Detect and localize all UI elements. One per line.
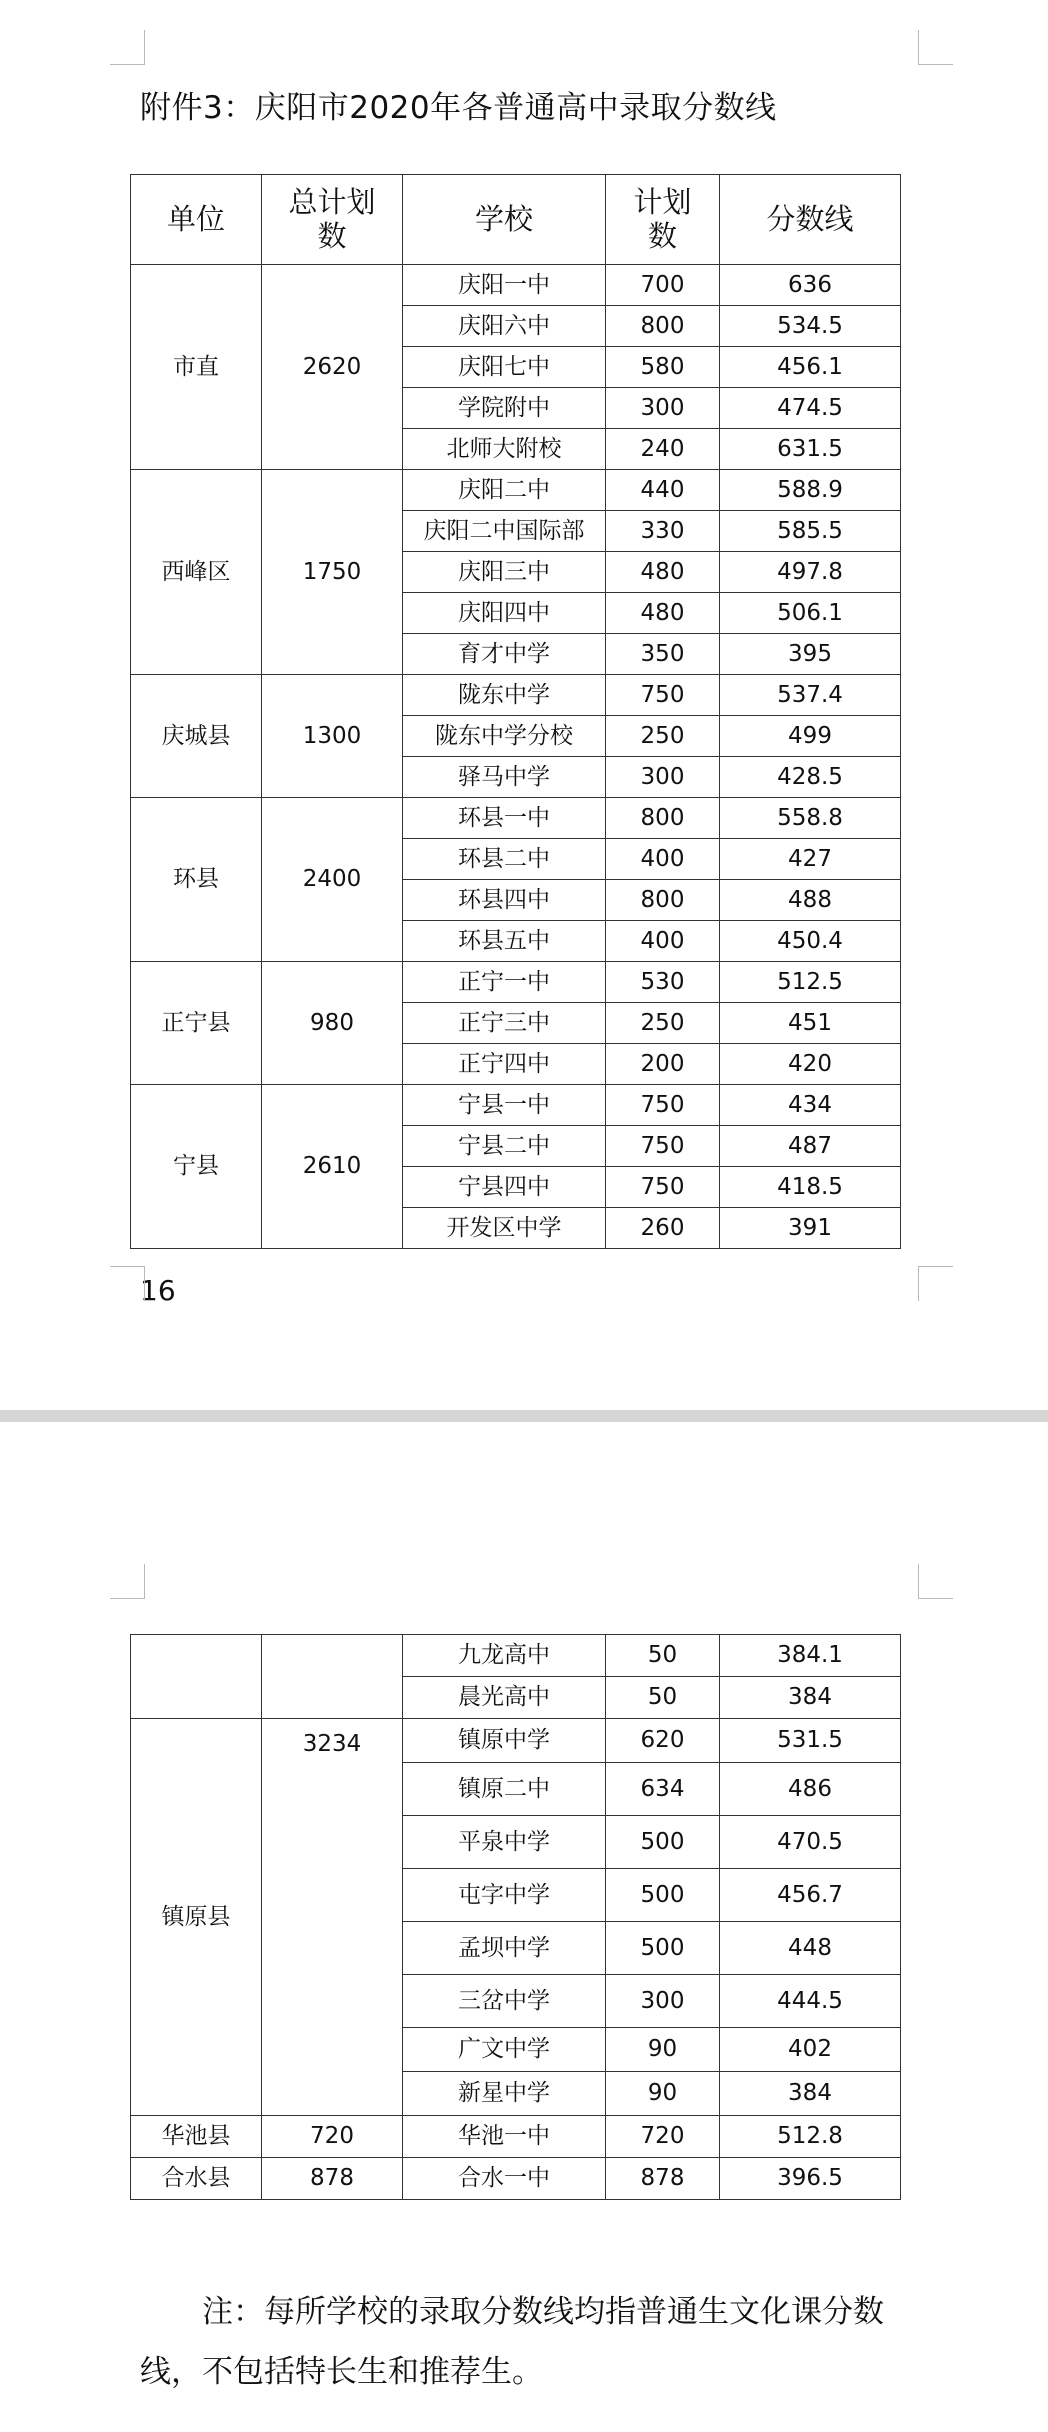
plan-cell: 634 [606, 1763, 720, 1816]
crop-mark-top-left [110, 1564, 145, 1599]
table-row [131, 1085, 901, 1126]
score-cell: 434 [720, 1085, 901, 1126]
plan-cell: 250 [606, 1003, 720, 1044]
plan-cell: 750 [606, 675, 720, 716]
plan-cell: 500 [606, 1869, 720, 1922]
unit-cell: 宁县 [131, 1085, 262, 1249]
unit-cell: 华池县 [131, 2116, 262, 2158]
plan-cell: 530 [606, 962, 720, 1003]
school-cell: 正宁四中 [403, 1044, 606, 1085]
total-plan-cell: 2620 [262, 265, 403, 470]
score-cell: 486 [720, 1763, 901, 1816]
unit-cell: 庆城县 [131, 675, 262, 798]
school-cell: 三岔中学 [403, 1975, 606, 2028]
table-row [131, 265, 901, 306]
score-cell: 428.5 [720, 757, 901, 798]
footnote-line-1: 注：每所学校的录取分数线均指普通生文化课分数 [202, 2294, 884, 2330]
school-cell: 宁县二中 [403, 1126, 606, 1167]
school-cell: 孟坝中学 [403, 1922, 606, 1975]
plan-cell: 90 [606, 2028, 720, 2072]
total-plan-cell: 2610 [262, 1085, 403, 1249]
plan-cell: 700 [606, 265, 720, 306]
school-cell: 驿马中学 [403, 757, 606, 798]
total-plan-cell: 2400 [262, 798, 403, 962]
score-cell: 558.8 [720, 798, 901, 839]
plan-cell: 800 [606, 798, 720, 839]
school-cell: 晨光高中 [403, 1677, 606, 1719]
footnote [140, 2282, 940, 2402]
header-total-plan: 总计划数 [262, 175, 403, 265]
school-cell: 镇原中学 [403, 1719, 606, 1763]
unit-cell: 正宁县 [131, 962, 262, 1085]
school-cell: 庆阳三中 [403, 552, 606, 593]
school-cell: 陇东中学分校 [403, 716, 606, 757]
crop-mark-top-right [918, 1564, 953, 1599]
table-row [131, 470, 901, 511]
document-title: 附件3：庆阳市2020年各普通高中录取分数线 [140, 90, 777, 126]
school-cell: 庆阳一中 [403, 265, 606, 306]
score-cell: 588.9 [720, 470, 901, 511]
table-row [131, 798, 901, 839]
unit-cell: 西峰区 [131, 470, 262, 675]
plan-cell: 500 [606, 1816, 720, 1869]
score-cell: 451 [720, 1003, 901, 1044]
page-separator [0, 1410, 1048, 1422]
school-cell: 庆阳四中 [403, 593, 606, 634]
score-cell: 384.1 [720, 1635, 901, 1677]
plan-cell: 750 [606, 1167, 720, 1208]
crop-mark-top-right [918, 30, 953, 65]
plan-cell: 50 [606, 1635, 720, 1677]
school-cell: 广文中学 [403, 2028, 606, 2072]
score-cell: 506.1 [720, 593, 901, 634]
header-plan: 计划数 [606, 175, 720, 265]
table-row [131, 675, 901, 716]
plan-cell: 720 [606, 2116, 720, 2158]
table-row [131, 1635, 901, 1677]
school-cell: 环县四中 [403, 880, 606, 921]
plan-cell: 500 [606, 1922, 720, 1975]
school-cell: 北师大附校 [403, 429, 606, 470]
plan-cell: 620 [606, 1719, 720, 1763]
unit-cell-empty [131, 1635, 262, 1719]
total-plan-cell: 1300 [262, 675, 403, 798]
score-cell: 384 [720, 2072, 901, 2116]
school-cell: 学院附中 [403, 388, 606, 429]
school-cell: 陇东中学 [403, 675, 606, 716]
score-cell: 487 [720, 1126, 901, 1167]
school-cell: 庆阳二中 [403, 470, 606, 511]
school-cell: 正宁三中 [403, 1003, 606, 1044]
score-cell: 396.5 [720, 2158, 901, 2200]
crop-mark-top-left [110, 30, 145, 65]
plan-cell: 580 [606, 347, 720, 388]
school-cell: 开发区中学 [403, 1208, 606, 1249]
admission-score-table-continued [130, 1634, 901, 2200]
page-number: 16 [140, 1274, 176, 1307]
score-cell: 531.5 [720, 1719, 901, 1763]
score-cell: 488 [720, 880, 901, 921]
plan-cell: 300 [606, 1975, 720, 2028]
score-cell: 585.5 [720, 511, 901, 552]
total-plan-cell: 720 [262, 2116, 403, 2158]
plan-cell: 400 [606, 921, 720, 962]
plan-cell: 200 [606, 1044, 720, 1085]
school-cell: 合水一中 [403, 2158, 606, 2200]
unit-cell: 合水县 [131, 2158, 262, 2200]
score-cell: 395 [720, 634, 901, 675]
total-plan-cell: 3234 [262, 1719, 403, 2116]
score-cell: 456.7 [720, 1869, 901, 1922]
school-cell: 宁县四中 [403, 1167, 606, 1208]
school-cell: 新星中学 [403, 2072, 606, 2116]
plan-cell: 240 [606, 429, 720, 470]
score-cell: 448 [720, 1922, 901, 1975]
score-cell: 444.5 [720, 1975, 901, 2028]
unit-cell: 市直 [131, 265, 262, 470]
plan-cell: 50 [606, 1677, 720, 1719]
school-cell: 庆阳二中国际部 [403, 511, 606, 552]
score-cell: 450.4 [720, 921, 901, 962]
score-cell: 497.8 [720, 552, 901, 593]
score-cell: 636 [720, 265, 901, 306]
header-score: 分数线 [720, 175, 901, 265]
plan-cell: 480 [606, 593, 720, 634]
score-cell: 402 [720, 2028, 901, 2072]
plan-cell: 260 [606, 1208, 720, 1249]
unit-cell: 环县 [131, 798, 262, 962]
score-cell: 512.5 [720, 962, 901, 1003]
school-cell: 九龙高中 [403, 1635, 606, 1677]
total-plan-cell: 980 [262, 962, 403, 1085]
plan-cell: 750 [606, 1085, 720, 1126]
school-cell: 庆阳六中 [403, 306, 606, 347]
school-cell: 环县一中 [403, 798, 606, 839]
score-cell: 631.5 [720, 429, 901, 470]
admission-score-table [130, 174, 901, 1249]
school-cell: 庆阳七中 [403, 347, 606, 388]
school-cell: 育才中学 [403, 634, 606, 675]
total-plan-cell: 878 [262, 2158, 403, 2200]
score-cell: 512.8 [720, 2116, 901, 2158]
table-row [131, 1719, 901, 1763]
score-cell: 427 [720, 839, 901, 880]
school-cell: 环县二中 [403, 839, 606, 880]
school-cell: 华池一中 [403, 2116, 606, 2158]
plan-cell: 750 [606, 1126, 720, 1167]
school-cell: 屯字中学 [403, 1869, 606, 1922]
plan-cell: 300 [606, 757, 720, 798]
header-unit: 单位 [131, 175, 262, 265]
score-cell: 474.5 [720, 388, 901, 429]
crop-mark-bottom-right [918, 1266, 953, 1301]
plan-cell: 878 [606, 2158, 720, 2200]
score-cell: 499 [720, 716, 901, 757]
score-cell: 537.4 [720, 675, 901, 716]
table-header-row [131, 175, 901, 265]
table-row [131, 962, 901, 1003]
school-cell: 环县五中 [403, 921, 606, 962]
plan-cell: 250 [606, 716, 720, 757]
score-cell: 456.1 [720, 347, 901, 388]
plan-cell: 800 [606, 880, 720, 921]
unit-cell: 镇原县 [131, 1719, 262, 2116]
plan-cell: 480 [606, 552, 720, 593]
score-cell: 391 [720, 1208, 901, 1249]
plan-cell: 350 [606, 634, 720, 675]
plan-cell: 440 [606, 470, 720, 511]
score-cell: 534.5 [720, 306, 901, 347]
school-cell: 正宁一中 [403, 962, 606, 1003]
plan-cell: 300 [606, 388, 720, 429]
plan-cell: 400 [606, 839, 720, 880]
footnote-line-2: 线，不包括特长生和推荐生。 [140, 2354, 543, 2390]
plan-cell: 800 [606, 306, 720, 347]
table-row [131, 2158, 901, 2200]
school-cell: 平泉中学 [403, 1816, 606, 1869]
score-cell: 420 [720, 1044, 901, 1085]
score-cell: 470.5 [720, 1816, 901, 1869]
score-cell: 418.5 [720, 1167, 901, 1208]
plan-cell: 90 [606, 2072, 720, 2116]
header-school: 学校 [403, 175, 606, 265]
score-cell: 384 [720, 1677, 901, 1719]
plan-cell: 330 [606, 511, 720, 552]
crop-mark-bottom-left [110, 1266, 145, 1301]
total-plan-cell: 1750 [262, 470, 403, 675]
school-cell: 宁县一中 [403, 1085, 606, 1126]
total-plan-cell-empty [262, 1635, 403, 1719]
school-cell: 镇原二中 [403, 1763, 606, 1816]
table-row [131, 2116, 901, 2158]
